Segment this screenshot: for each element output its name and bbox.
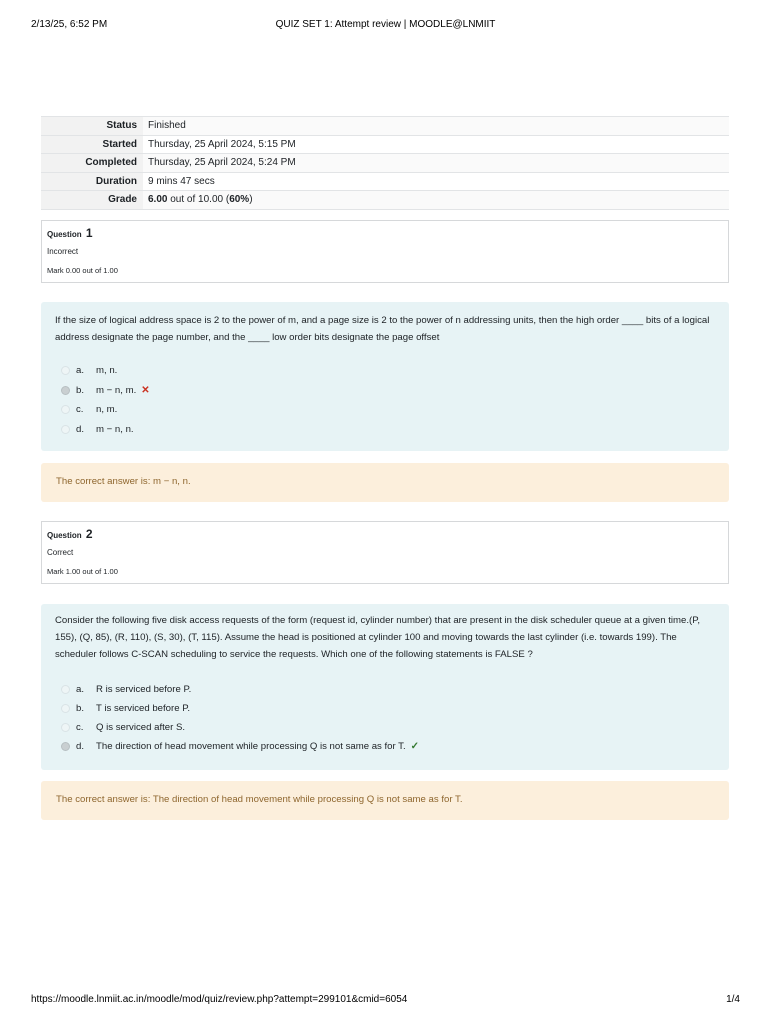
option-letter: c. [76, 722, 84, 733]
grade-points: 6.00 [148, 194, 168, 206]
correct-answer-text: The correct answer is: m − n, n. [56, 476, 191, 487]
option-letter: d. [76, 741, 85, 752]
question-2-feedback [41, 781, 729, 820]
summary-label: Status [41, 117, 143, 136]
radio-button[interactable] [61, 704, 70, 713]
print-page-number: 1/4 [726, 994, 740, 1005]
question-1-formulation [41, 302, 729, 451]
question-number [47, 527, 93, 541]
option-letter: a. [76, 684, 85, 695]
summary-label: Duration [41, 172, 143, 191]
question-2-info [41, 521, 729, 584]
summary-label: Started [41, 135, 143, 154]
radio-button[interactable] [61, 405, 70, 414]
radio-button[interactable] [61, 366, 70, 375]
question-text: If the size of logical address space is 2 to the power of m, and a page size is 2 to the power of n addressing units, then the high order ____ bits of a logical address designate the page number, and the ____ low order bits designate the page offset [55, 315, 710, 343]
question-state: Correct [47, 548, 74, 557]
summary-value: 9 mins 47 secs [143, 172, 729, 191]
grade-out-of: out of 10.00 ( [167, 194, 230, 206]
radio-button[interactable] [61, 685, 70, 694]
option-letter: c. [76, 404, 84, 415]
radio-button-selected[interactable] [61, 742, 70, 751]
summary-row-grade [41, 191, 729, 210]
summary-row-started [41, 135, 729, 154]
grade-close: ) [249, 194, 253, 206]
question-1-feedback [41, 463, 729, 502]
question-label: Question [47, 531, 82, 540]
print-page-title: QUIZ SET 1: Attempt review | MOODLE@LNMIIT [275, 19, 496, 30]
grade-percent: 60% [229, 194, 250, 206]
option-text: T is serviced before P. [96, 703, 191, 714]
radio-button[interactable] [61, 723, 70, 732]
summary-label: Completed [41, 154, 143, 173]
summary-value: Thursday, 25 April 2024, 5:15 PM [143, 135, 729, 154]
option-text-wrap [96, 740, 419, 754]
correct-answer-text: The correct answer is: The direction of head movement while processing Q is not same as for T. [56, 794, 463, 805]
summary-value: Thursday, 25 April 2024, 5:24 PM [143, 154, 729, 173]
option-text-wrap [96, 384, 150, 398]
option-text: m, n. [96, 365, 118, 376]
print-header [31, 19, 740, 33]
question-number-value: 1 [85, 226, 93, 240]
option-text: m − n, m. [96, 385, 137, 396]
question-text: Consider the following five disk access requests of the form (request id, cylinder number) that are present in the disk scheduler queue at a given time.(P, 155), (Q, 85), (R, 110), (S, 30), (T, 115). Assume the head is positioned at cylinder 100 and moving towards the last cylinder (i.e. towards 199). The scheduler follows C-SCAN scheduling to service the requests. Which one of the following statements is FALSE ? [55, 615, 701, 660]
question-2-formulation [41, 604, 729, 770]
cross-icon: ✕ [141, 385, 150, 396]
option-text: R is serviced before P. [96, 684, 192, 695]
summary-row-status [41, 117, 729, 136]
print-url: https://moodle.lnmiit.ac.in/moodle/mod/quiz/review.php?attempt=299101&cmid=6054 [31, 994, 408, 1005]
radio-button-selected[interactable] [61, 386, 70, 395]
option-letter: b. [76, 703, 85, 714]
check-icon: ✓ [410, 741, 420, 752]
question-grade: Mark 1.00 out of 1.00 [47, 567, 118, 576]
question-number [47, 226, 93, 240]
summary-row-completed [41, 154, 729, 173]
summary-value: Finished [143, 117, 729, 136]
option-letter: d. [76, 424, 85, 435]
question-1-info [41, 220, 729, 283]
print-date: 2/13/25, 6:52 PM [31, 19, 108, 30]
option-text: Q is serviced after S. [96, 722, 186, 733]
print-footer [31, 994, 740, 1008]
option-text: m − n, n. [96, 424, 134, 435]
summary-row-duration [41, 172, 729, 191]
radio-button[interactable] [61, 425, 70, 434]
option-text: The direction of head movement while processing Q is not same as for T. [96, 741, 406, 752]
option-text: n, m. [96, 404, 118, 415]
attempt-summary-table [41, 116, 729, 210]
option-letter: b. [76, 385, 85, 396]
question-number-value: 2 [85, 527, 93, 541]
summary-label: Grade [41, 191, 143, 210]
question-grade: Mark 0.00 out of 1.00 [47, 266, 118, 275]
question-label: Question [47, 230, 82, 239]
summary-value [143, 191, 729, 210]
option-letter: a. [76, 365, 85, 376]
question-state: Incorrect [47, 247, 79, 256]
